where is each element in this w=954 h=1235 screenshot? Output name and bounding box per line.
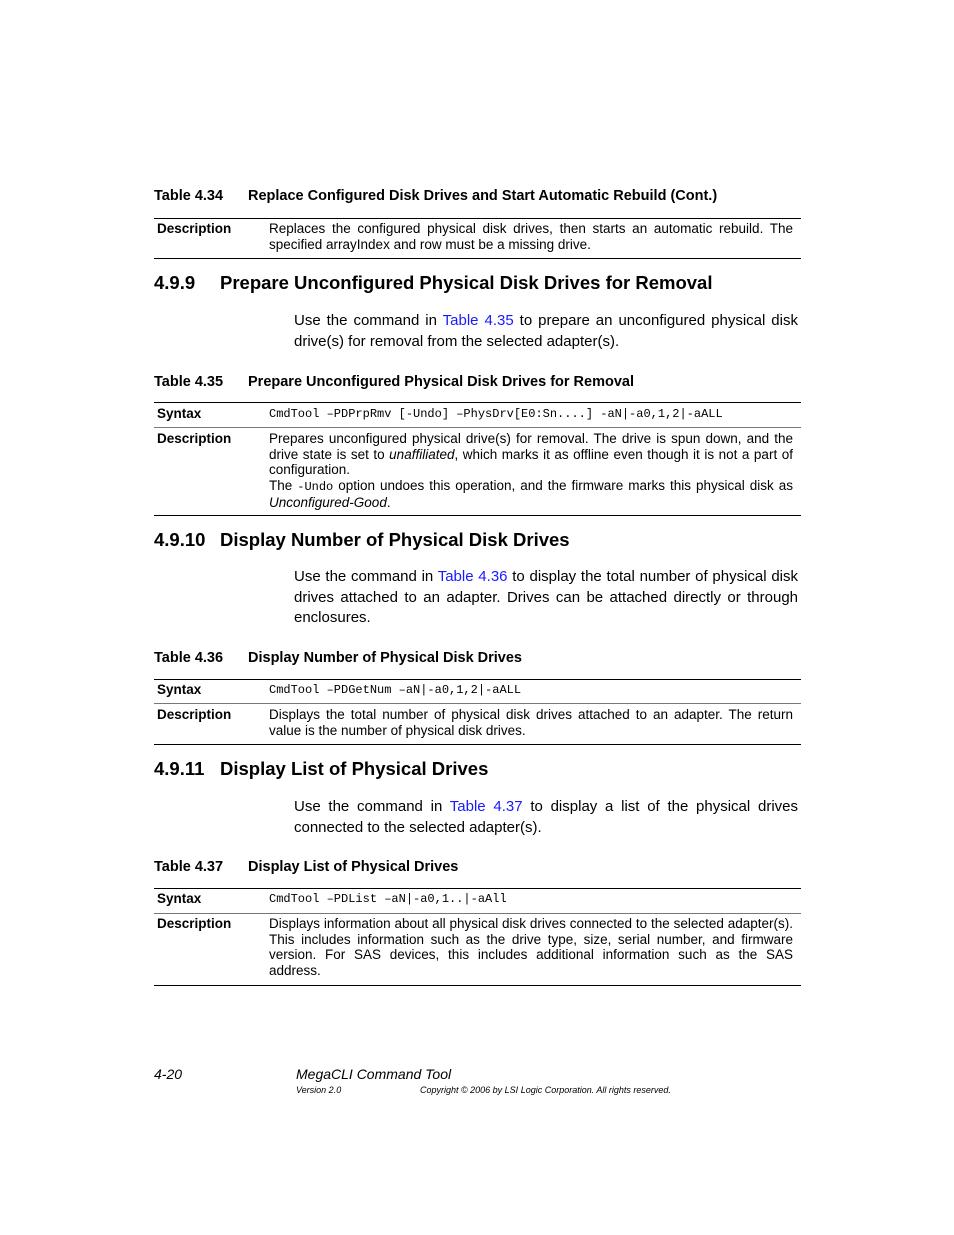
italic-term: unaffiliated	[389, 446, 455, 462]
table-link[interactable]: Table 4.36	[437, 568, 508, 585]
paragraph-text: to display a list of the physical drives connected to the selected adapter(s).	[294, 798, 798, 836]
syntax-label: Syntax	[157, 406, 202, 421]
table-rule	[154, 515, 801, 516]
table-rule	[154, 744, 801, 745]
text: Prepares unconfigured physical drive(s) for removal. The drive is spun down, and the drive state is set to	[269, 431, 793, 462]
table-rule	[154, 913, 801, 914]
text: , which marks it as offline even though it is not a part of configuration.	[269, 446, 793, 477]
section-title: Prepare Unconfigured Physical Disk Drives for Removal	[220, 272, 713, 293]
table-rule	[154, 258, 801, 259]
syntax-code: CmdTool –PDPrpRmv [-Undo] –PhysDrv[E0:Sn....] -aN|-a0,1,2|-aALL	[269, 407, 723, 421]
section-paragraph	[294, 567, 798, 629]
table-rule	[154, 985, 801, 986]
table-title: Replace Configured Disk Drives and Start Automatic Rebuild (Cont.)	[248, 188, 718, 204]
table-caption	[154, 859, 458, 875]
text: The	[269, 477, 298, 493]
table-rule	[154, 427, 801, 428]
description-label: Description	[157, 707, 232, 722]
description-label: Description	[157, 221, 232, 236]
section-paragraph	[294, 797, 798, 838]
syntax-label: Syntax	[157, 682, 202, 697]
section-heading	[154, 529, 570, 551]
section-number: 4.9.11	[154, 758, 205, 779]
table-number: Table 4.36	[154, 650, 224, 666]
table-caption	[154, 650, 522, 666]
table-rule	[154, 703, 801, 704]
document-title: MegaCLI Command Tool	[296, 1066, 452, 1082]
section-title: Display Number of Physical Disk Drives	[220, 529, 570, 550]
paragraph-text: Use the command in	[294, 312, 443, 329]
section-number: 4.9.10	[154, 529, 206, 550]
copyright-notice: Copyright © 2006 by LSI Logic Corporation. All rights reserved.	[420, 1085, 671, 1095]
table-title: Display Number of Physical Disk Drives	[248, 650, 522, 666]
section-heading	[154, 758, 488, 780]
table-rule	[154, 679, 801, 680]
table-caption	[154, 374, 634, 390]
paragraph-text: to prepare an unconfigured physical disk drive(s) for removal from the selected adapter(s).	[294, 312, 798, 350]
syntax-code: CmdTool –PDGetNum –aN|-a0,1,2|-aALL	[269, 683, 522, 697]
italic-term: Unconfigured-Good	[269, 495, 387, 510]
section-title: Display List of Physical Drives	[220, 758, 489, 779]
table-rule	[154, 402, 801, 403]
description-label: Description	[157, 916, 232, 931]
description-text	[269, 431, 793, 511]
table-link[interactable]: Table 4.37	[449, 798, 523, 815]
description-text: Replaces the configured physical disk drives, then starts an automatic rebuild. The specified arrayIndex and row must be a missing drive.	[269, 221, 793, 252]
table-rule	[154, 888, 801, 889]
table-number: Table 4.37	[154, 859, 224, 875]
table-rule	[154, 218, 801, 219]
section-heading	[154, 272, 712, 294]
text: .	[386, 495, 391, 510]
description-paragraph	[269, 478, 793, 511]
paragraph-text: Use the command in	[294, 798, 450, 815]
table-number: Table 4.34	[154, 188, 224, 204]
description-label: Description	[157, 431, 232, 446]
syntax-code: CmdTool –PDList –aN|-a0,1..|-aAll	[269, 892, 507, 906]
table-title: Prepare Unconfigured Physical Disk Drives for Removal	[248, 374, 634, 390]
version-label: Version 2.0	[296, 1085, 342, 1095]
paragraph-text: Use the command in	[294, 568, 438, 585]
section-paragraph	[294, 311, 798, 352]
syntax-label: Syntax	[157, 891, 202, 906]
section-number: 4.9.9	[154, 272, 196, 293]
description-text: Displays information about all physical disk drives connected to the selected adapter(s). This includes information such as the drive type, size, serial number, and firmware version. For SAS devices, this includes additional information such as the SAS address.	[269, 916, 793, 978]
table-number: Table 4.35	[154, 374, 224, 390]
paragraph-text: to display the total number of physical disk drives attached to an adapter. Drives can be attached directly or through enclosures.	[294, 568, 798, 626]
description-paragraph	[269, 431, 793, 478]
inline-code: -Undo	[297, 479, 334, 494]
description-text: Displays the total number of physical disk drives attached to an adapter. The return value is the number of physical disk drives.	[269, 707, 793, 738]
table-caption	[154, 188, 717, 204]
table-link[interactable]: Table 4.35	[442, 312, 514, 329]
page-number: 4-20	[154, 1066, 183, 1082]
table-title: Display List of Physical Drives	[248, 859, 459, 875]
text: option undoes this operation, and the firmware marks this physical disk as	[333, 477, 793, 493]
